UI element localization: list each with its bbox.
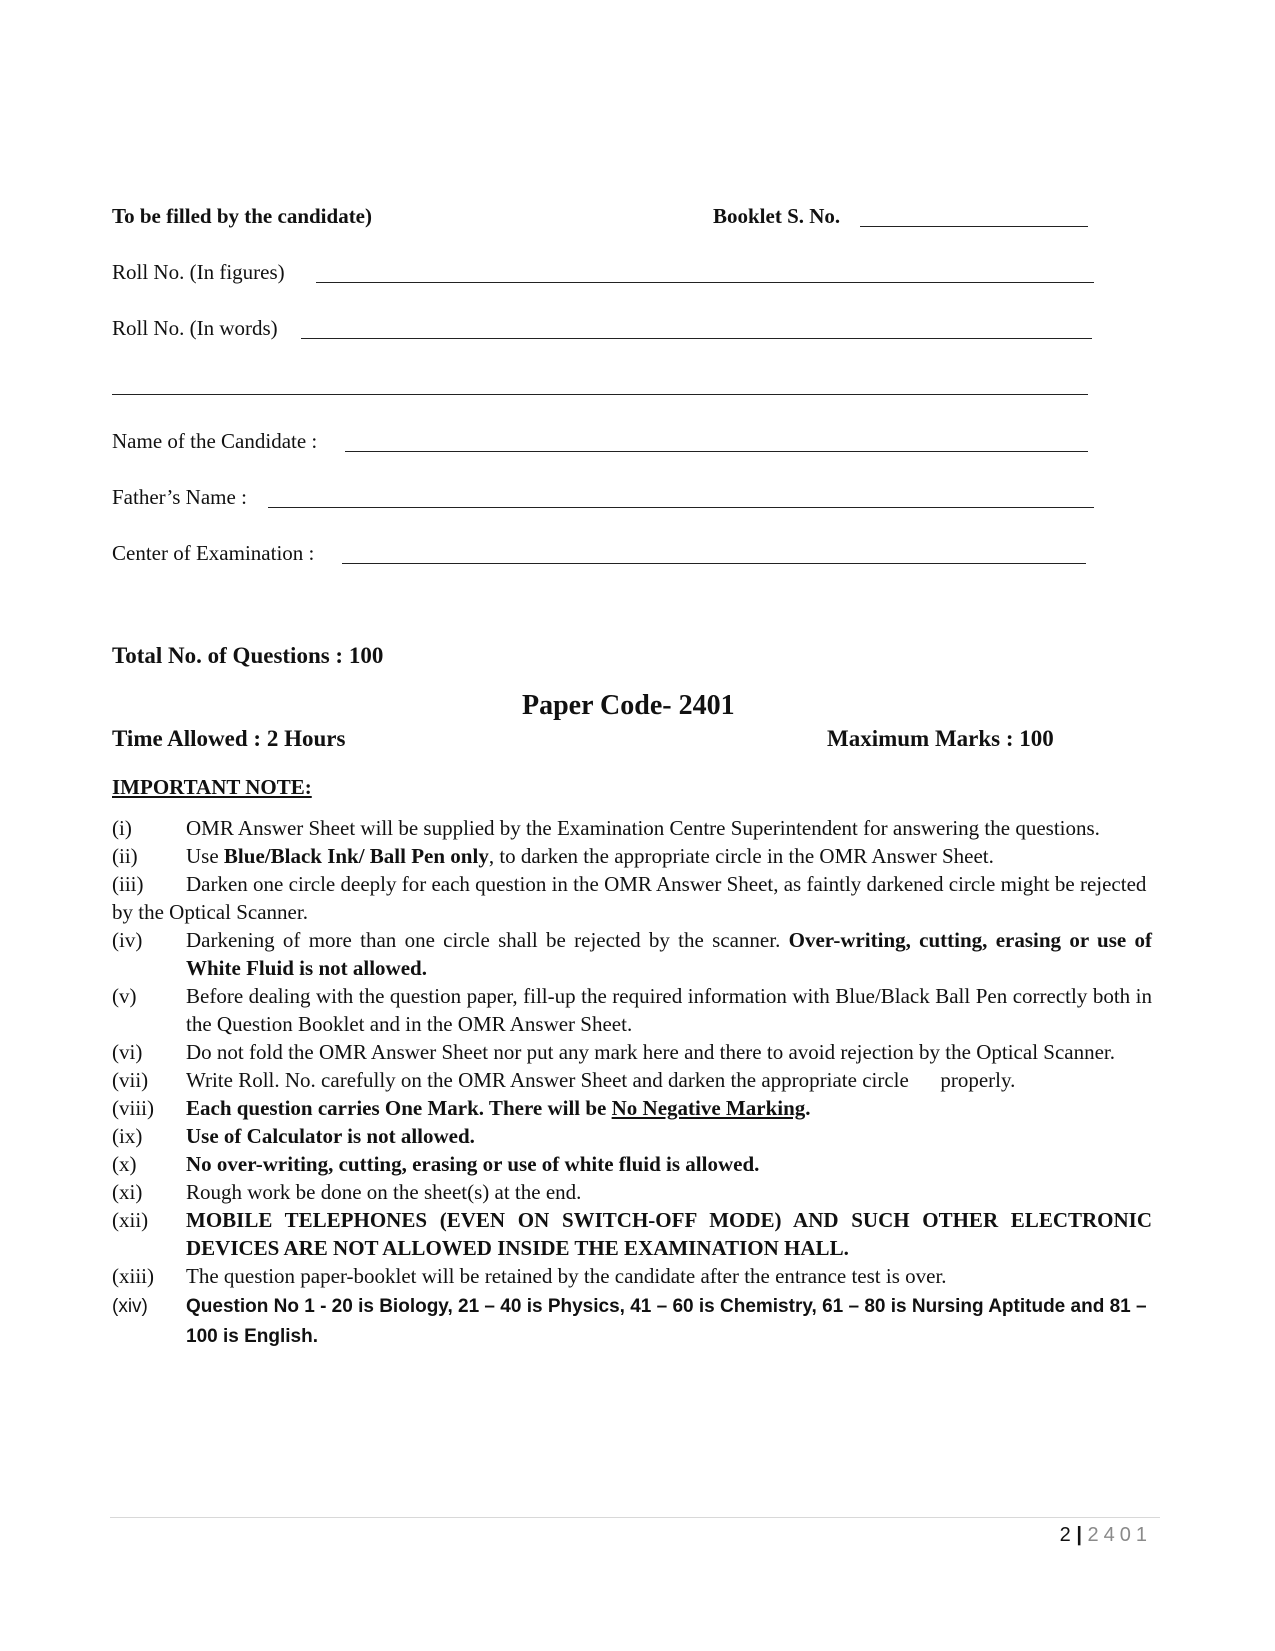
list-item: (ii) Use Blue/Black Ink/ Ball Pen only, to darken the appropriate circle in the OMR Answer Sheet. (112, 844, 994, 868)
exam-center-field[interactable] (342, 563, 1086, 564)
roll-words-field[interactable] (301, 338, 1092, 339)
footer-paper-code: 2401 (1087, 1524, 1152, 1546)
list-item: (xii) MOBILE TELEPHONES (EVEN ON SWITCH-OFF MODE) AND SUCH OTHER ELECTRONIC DEVICES ARE NOT ALLOWED INSIDE THE EXAMINATION HALL. (112, 1208, 1152, 1260)
list-item: (ix) Use of Calculator is not allowed. (112, 1124, 475, 1148)
exam-center-label: Center of Examination : (112, 541, 315, 565)
paper-code: Paper Code- 2401 (522, 690, 735, 721)
page-footer (1060, 1524, 1152, 1547)
important-note-heading: IMPORTANT NOTE: (112, 775, 312, 799)
footer-separator: | (1076, 1524, 1082, 1546)
list-item: (i) OMR Answer Sheet will be supplied by the Examination Centre Superintendent for answering the questions. (112, 816, 1100, 840)
booklet-serial-label: Booklet S. No. (713, 204, 841, 228)
page-number: 2 (1059, 1524, 1071, 1546)
list-item: (xiv) Question No 1 - 20 is Biology, 21 – 40 is Physics, 41 – 60 is Chemistry, 61 – 80 is Nursing Aptitude and 81 – 100 is English. (112, 1296, 1147, 1347)
list-item: (xi) Rough work be done on the sheet(s) at the end. (112, 1180, 582, 1204)
list-item: (iv) Darkening of more than one circle shall be rejected by the scanner. Over-writing, cutting, erasing or use of White Fluid is not allowed. (112, 928, 1153, 980)
maximum-marks: Maximum Marks : 100 (827, 726, 1054, 751)
footer-divider (110, 1517, 1160, 1518)
roll-words-field-continued[interactable] (112, 394, 1088, 395)
list-item: (iii) Darken one circle deeply for each question in the OMR Answer Sheet, as faintly darkened circle might be rejected by the Optical Scanner. (112, 872, 1147, 924)
list-item: (x) No over-writing, cutting, erasing or use of white fluid is allowed. (112, 1152, 760, 1176)
important-notes-list (112, 814, 1152, 1352)
candidate-name-label: Name of the Candidate : (112, 429, 318, 453)
roll-words-label: Roll No. (In words) (112, 316, 278, 340)
roll-figures-label: Roll No. (In figures) (112, 260, 285, 284)
time-allowed: Time Allowed : 2 Hours (112, 726, 346, 751)
booklet-serial-field[interactable] (860, 226, 1088, 227)
list-item: (vi) Do not fold the OMR Answer Sheet nor put any mark here and there to avoid rejection by the Optical Scanner. (112, 1040, 1116, 1064)
list-item: (v) Before dealing with the question paper, fill-up the required information with Blue/Black Ball Pen correctly both in the Question Booklet and in the OMR Answer Sheet. (112, 984, 1152, 1036)
roll-figures-field[interactable] (316, 282, 1094, 283)
father-name-label: Father’s Name : (112, 485, 247, 509)
list-item: (viii) Each question carries One Mark. There will be No Negative Marking. (112, 1096, 811, 1120)
fill-by-candidate-title: To be filled by the candidate) (112, 204, 372, 228)
list-item: (xiii) The question paper-booklet will be retained by the candidate after the entrance test is over. (112, 1264, 947, 1288)
candidate-name-field[interactable] (345, 451, 1088, 452)
total-questions: Total No. of Questions : 100 (112, 643, 384, 668)
list-item: (vii) Write Roll. No. carefully on the OMR Answer Sheet and darken the appropriate circle properly. (112, 1068, 1016, 1092)
father-name-field[interactable] (268, 507, 1094, 508)
